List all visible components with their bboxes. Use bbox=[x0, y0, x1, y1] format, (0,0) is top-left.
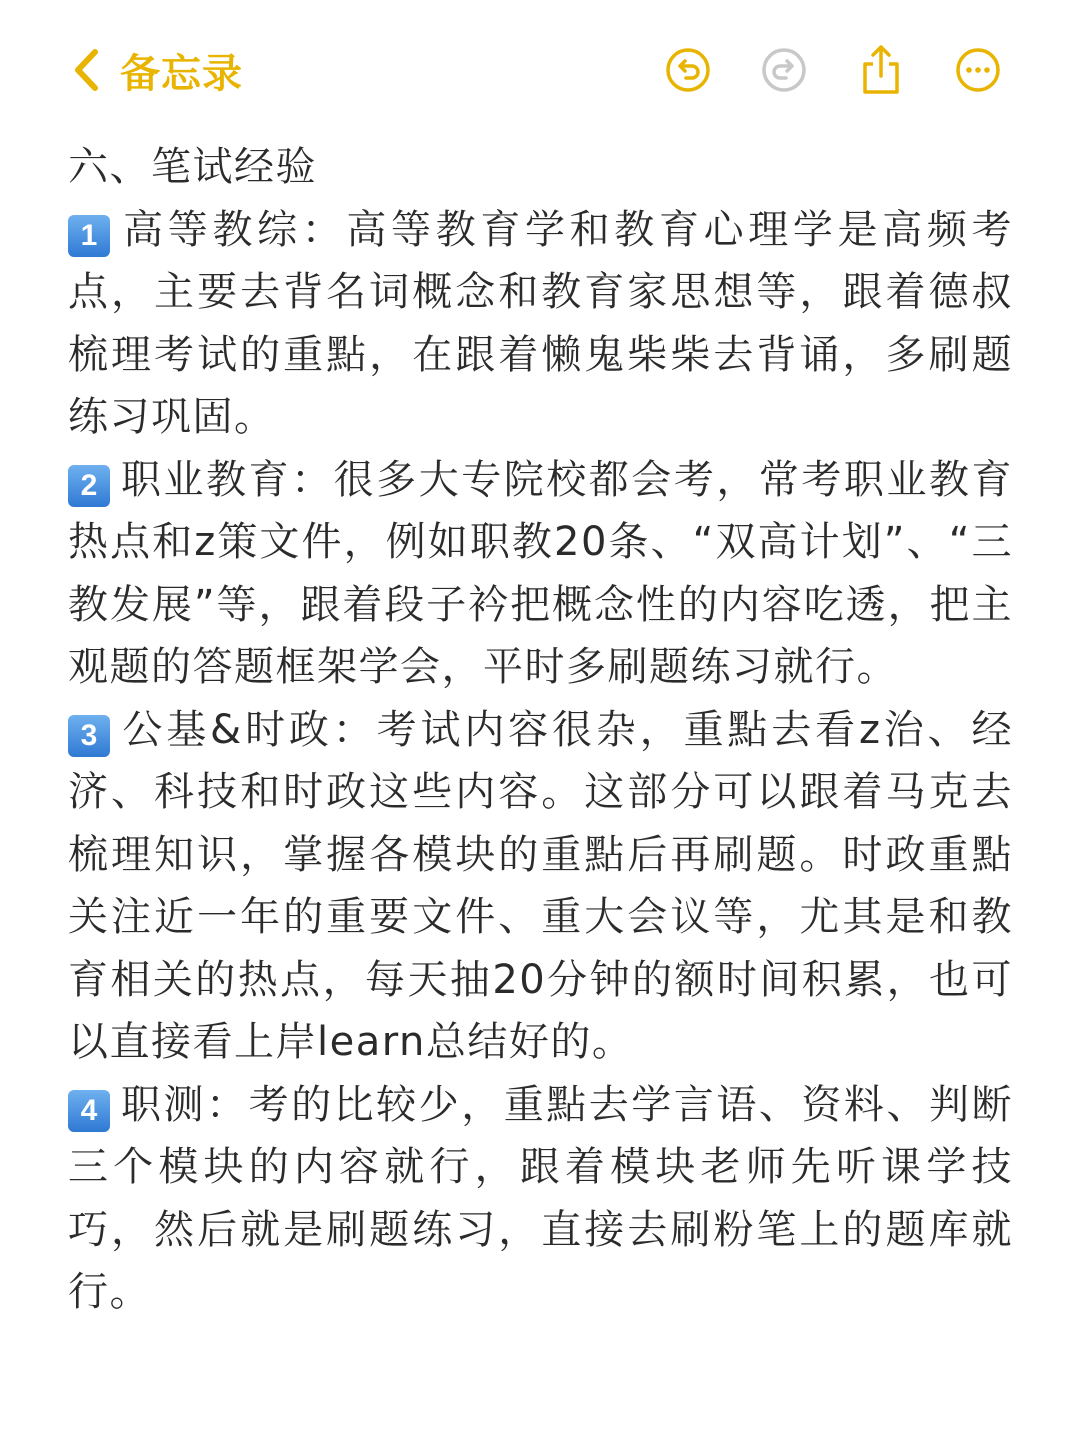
undo-icon bbox=[664, 46, 712, 94]
back-button[interactable] bbox=[72, 42, 243, 98]
navigation-bar bbox=[0, 0, 1080, 140]
note-section-1 bbox=[68, 199, 1013, 449]
section-text: 高等教综：高等教育学和教育心理学是高频考点，主要去背名词概念和教育家思想等，跟着德叔梳理考试的重點，在跟着懒鬼柴柴去背诵，多刷题练习巩固。 bbox=[68, 206, 1013, 440]
note-body[interactable] bbox=[68, 136, 1013, 1324]
redo-button[interactable] bbox=[758, 44, 810, 96]
keycap-one-icon: 1 bbox=[68, 215, 110, 257]
note-section-2 bbox=[68, 449, 1013, 699]
back-label: 备忘录 bbox=[120, 50, 243, 97]
section-text: 公基&时政：考试内容很杂，重點去看z治、经济、科技和时政这些内容。这部分可以跟着马克去梳理知识，掌握各模块的重點后再刷题。时政重點关注近一年的重要文件、重大会议等，尤其是和教育相关的热点，每天抽20分钟的额时间积累，也可以直接看上岸learn总结好的。 bbox=[68, 706, 1013, 1065]
note-section-4 bbox=[68, 1074, 1013, 1324]
share-icon bbox=[857, 44, 905, 96]
undo-button[interactable] bbox=[662, 44, 714, 96]
more-button[interactable] bbox=[952, 44, 1004, 96]
section-text: 职业教育：很多大专院校都会考，常考职业教育热点和z策文件，例如职教20条、“双高计划”、“三教发展”等，跟着段子衿把概念性的内容吃透，把主观题的答题框架学会，平时多刷题练习就行。 bbox=[68, 456, 1013, 690]
section-text: 职测：考的比较少，重點去学言语、资料、判断三个模块的内容就行，跟着模块老师先听课学技巧，然后就是刷题练习，直接去刷粉笔上的题库就行。 bbox=[68, 1081, 1013, 1315]
note-heading: 六、笔试经验 bbox=[68, 144, 317, 190]
chevron-left-icon bbox=[72, 48, 100, 92]
keycap-two-icon: 2 bbox=[68, 465, 110, 507]
more-icon bbox=[954, 46, 1002, 94]
keycap-four-icon: 4 bbox=[68, 1090, 110, 1132]
redo-icon bbox=[760, 46, 808, 94]
share-button[interactable] bbox=[855, 44, 907, 96]
note-section-3 bbox=[68, 699, 1013, 1074]
keycap-three-icon: 3 bbox=[68, 715, 110, 757]
